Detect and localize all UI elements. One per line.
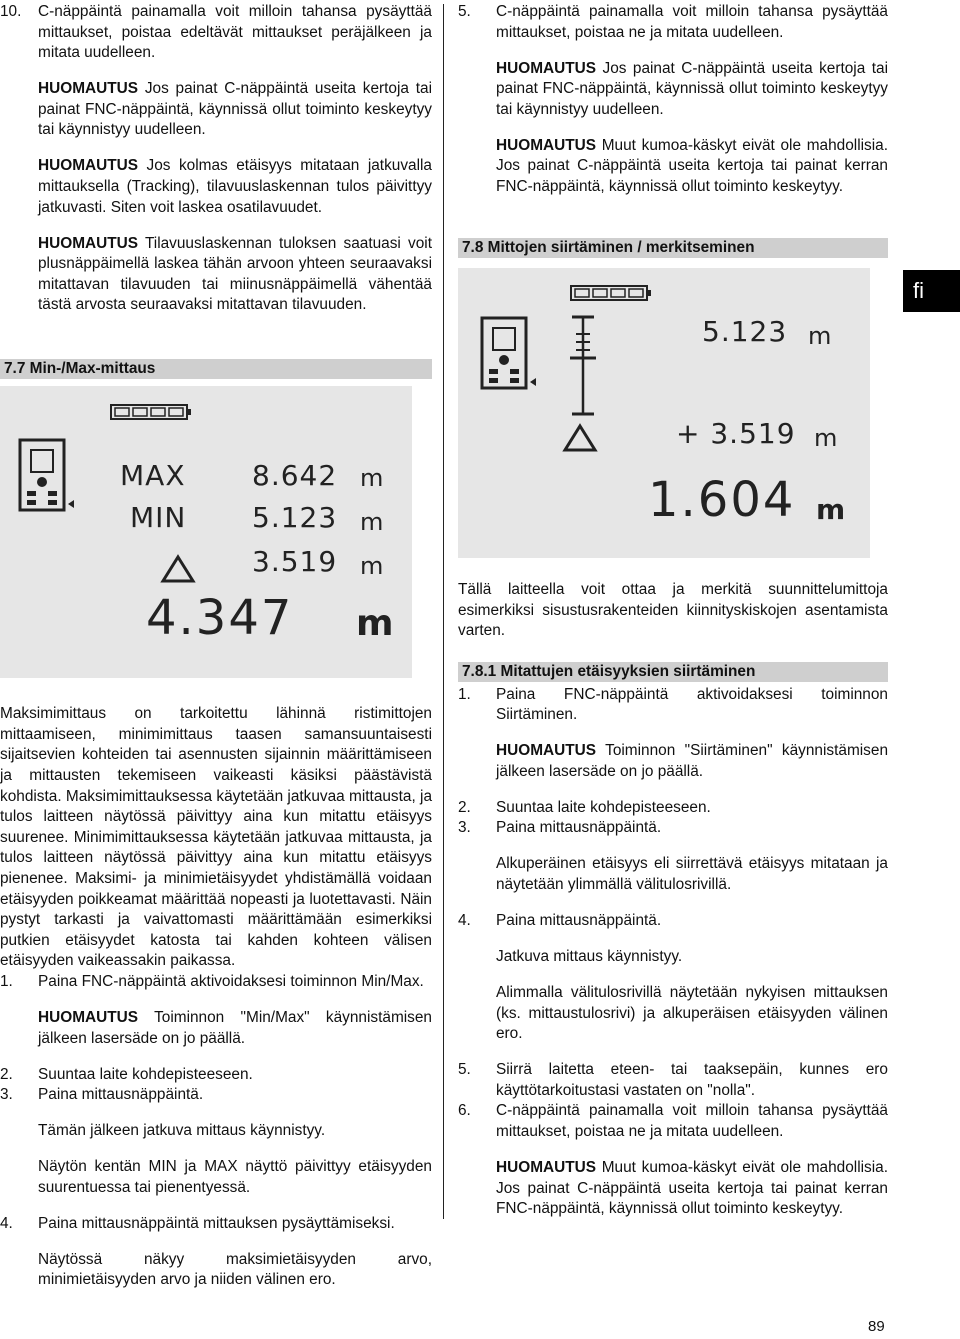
- note-label: HUOMAUTUS: [38, 1008, 139, 1026]
- item-number: 10.: [0, 3, 22, 20]
- item-number: 5.: [458, 3, 471, 20]
- delta-icon: [562, 423, 598, 453]
- note: [38, 234, 432, 316]
- item-text: Paina FNC-näppäintä aktivoidaksesi toiminnon Siirtäminen.: [496, 685, 888, 724]
- item-text: Paina mittausnäppäintä.: [496, 819, 662, 837]
- device-icon: [480, 316, 540, 392]
- list-item: [0, 972, 432, 993]
- note: [496, 59, 888, 121]
- item-text: C-näppäintä painamalla voit milloin tahansa pysäyttää mittaukset, poistaa edeltävät mittaukset peräjälkeen ja mitata uudelleen.: [38, 3, 432, 62]
- note-text: Jos kolmas etäisyys mitataan jatkuvalla mittauksella (Tracking), tilavuuslaskennan tulos päivittyy jatkuvasti. Siten voit laskea osatilavuudet.: [38, 157, 432, 216]
- note: [496, 1158, 888, 1220]
- column-divider: [443, 4, 444, 1219]
- top-unit: m: [808, 321, 832, 350]
- note-label: HUOMAUTUS: [496, 59, 597, 77]
- list-item: [458, 798, 888, 819]
- item-number: 3.: [458, 819, 471, 837]
- sub-text: Jatkuva mittaus käynnistyy.: [496, 948, 683, 965]
- note-text: Tilavuuslaskennan tuloksen saatuasi voit plusnäppäimellä laskea tähän arvoon yhteen seuraavaksi mitattavan tilavuuden tai miinusnäppäimellä vähentää tästä arvosta seuraavaksi mitattavan tilavuuden.: [38, 234, 432, 314]
- note-label: HUOMAUTUS: [38, 234, 139, 252]
- result-unit: m: [356, 603, 394, 645]
- item-number: 1.: [458, 685, 471, 703]
- item-text: Paina mittausnäppäintä mittauksen pysäyttämiseksi.: [38, 1214, 395, 1232]
- list-item: [458, 2, 888, 43]
- sub-text: Näytön kentän MIN ja MAX näyttö päivittyy etäisyyden suurentuessa tai pienentyessä.: [38, 1158, 432, 1196]
- result-value: 1.604: [648, 471, 796, 528]
- note-text: Toiminnon "Min/Max" käynnistämisen jälkeen lasersäde on jo päällä.: [38, 1008, 432, 1047]
- list-item: [458, 911, 888, 932]
- sub-text: Alkuperäinen etäisyys eli siirrettävä etäisyys mitataan ja näytetään ylimmällä välitulosrivillä.: [496, 855, 888, 894]
- sub-text: Näytössä näkyy maksimietäisyyden arvo, minimietäisyyden arvo ja niiden välinen ero.: [38, 1250, 432, 1289]
- note-text: Jos painat C-näppäintä useita kertoja tai painat FNC-näppäintä, käynnissä ollut toiminto keskeytyy tai käynnistyy uudelleen.: [38, 80, 432, 139]
- item-number: 2.: [0, 1065, 13, 1083]
- item-text: C-näppäintä painamalla voit milloin tahansa pysäyttää mittaukset, poistaa ne ja mitata uudelleen.: [496, 1102, 888, 1140]
- item-number: 1.: [0, 973, 13, 990]
- list-item: [458, 1060, 888, 1101]
- note-label: HUOMAUTUS: [496, 742, 597, 760]
- note: [38, 1008, 432, 1049]
- note: [38, 79, 432, 141]
- item-number: 4.: [0, 1214, 13, 1232]
- sub-text: Tämän jälkeen jatkuva mittaus käynnistyy.: [38, 1122, 326, 1140]
- note-label: HUOMAUTUS: [496, 136, 597, 154]
- note-text: Toiminnon "Siirtäminen" käynnistämisen jälkeen lasersäde on jo päällä.: [496, 742, 888, 780]
- list-item: [0, 2, 432, 64]
- note-label: HUOMAUTUS: [38, 157, 139, 175]
- note: [38, 156, 432, 218]
- lcd-display-minmax: [0, 386, 412, 678]
- note-text: Jos painat C-näppäintä useita kertoja tai painat FNC-näppäintä, käynnissä ollut toiminto keskeytyy tai käynnistyy uudelleen.: [496, 59, 888, 118]
- paragraph: Tällä laitteella voit ottaa ja merkitä suunnittelumittoja esimerkiksi sisustusrakenteiden kiinnityskiskojen asentamista varten.: [458, 580, 888, 640]
- item-text: Siirrä laitetta eteen- tai taaksepäin, kunnes ero käyttötarkoitustasi vastaten on "nolla".: [496, 1061, 888, 1099]
- delta-unit: m: [814, 423, 838, 452]
- item-text: Paina mittausnäppäintä.: [38, 1086, 204, 1104]
- min-value: 5.123: [252, 501, 338, 535]
- page-number: 89: [868, 1318, 885, 1335]
- max-unit: m: [360, 464, 384, 493]
- note-text: Muut kumoa-käskyt eivät ole mahdollisia. Jos painat C-näppäintä useita kertoja tai painat kerran FNC-näppäintä, käynnissä ollut toiminto keskeytyy.: [496, 136, 888, 195]
- item-text: Suuntaa laite kohdepisteeseen.: [38, 1065, 253, 1083]
- delta-icon: [160, 554, 196, 584]
- battery-icon: [570, 285, 652, 301]
- top-value: 5.123: [702, 314, 788, 348]
- note: [496, 136, 888, 198]
- result-unit: m: [816, 492, 846, 526]
- section-heading: 7.7 Min-/Max-mittaus: [0, 359, 432, 379]
- left-column: [0, 0, 432, 1306]
- right-column: [458, 0, 888, 1235]
- list-item: [0, 1065, 432, 1086]
- delta-unit: m: [360, 552, 384, 581]
- measurement-line-icon: [568, 314, 598, 418]
- sub-text: Alimmalla välitulosrivillä näytetään nykyisen mittauksen (ks. mittaustulosrivi) ja alkuperäisen etäisyyden välinen ero.: [496, 983, 888, 1043]
- list-item: [0, 1085, 432, 1106]
- paragraph: Maksimimittaus on tarkoitettu lähinnä ristimittojen mittaamiseen, minimimittaus taasen samansuuntaisesti sijaitsevien kohteiden tai asennusten sijainnin määrittämiseen ja mittausten tekemiseen vaikeasti käsiksi päästävistä kohdista. Maksimimittauksessa käytetään jatkuvaa mittausta, ja tulos laitteen näytössä päivittyy aina kun mitattu etäisyys suurenee. Minimimittauksessa käytetään jatkuvaa mittausta, ja tulos laitteen näytössä päivittyy aina kun mitattu etäisyys pienenee. Maksimi- ja minimietäisyydet yhdistämällä voidaan etäisyyden poikkeamat määrittää nopeasti ja luotettavasti. Näin pystyt tarkasti ja vaivattomasti määrittämään esimerkiksi putkien etäisyydet katosta tai kahden kohteen välisen etäisyyden vaikeassakin paikassa.: [0, 705, 432, 970]
- item-number: 5.: [458, 1061, 471, 1079]
- note: [496, 741, 888, 782]
- item-number: 4.: [458, 912, 471, 930]
- lcd-display-transfer: [458, 268, 870, 558]
- item-text: Paina FNC-näppäintä aktivoidaksesi toiminnon Min/Max.: [38, 973, 424, 990]
- section-heading: 7.8 Mittojen siirtäminen / merkitseminen: [458, 238, 888, 258]
- list-item: [0, 1214, 432, 1235]
- item-text: Paina mittausnäppäintä.: [496, 912, 662, 930]
- note-label: HUOMAUTUS: [496, 1158, 597, 1176]
- item-text: C-näppäintä painamalla voit milloin tahansa pysäyttää mittaukset, poistaa ne ja mitata uudelleen.: [496, 3, 888, 41]
- min-unit: m: [360, 508, 384, 537]
- result-value: 4.347: [146, 590, 294, 647]
- list-item: [458, 1101, 888, 1142]
- item-number: 2.: [458, 798, 471, 816]
- delta-value: + 3.519: [676, 416, 796, 450]
- min-label: MIN: [130, 501, 187, 535]
- device-icon: [18, 438, 78, 514]
- delta-value: 3.519: [252, 545, 338, 579]
- list-item: [458, 685, 888, 726]
- item-text: Suuntaa laite kohdepisteeseen.: [496, 798, 711, 816]
- note-text: Muut kumoa-käskyt eivät ole mahdollisia. Jos painat C-näppäintä useita kertoja tai painat kerran FNC-näppäintä, käynnissä ollut toiminto keskeytyy.: [496, 1158, 888, 1218]
- note-label: HUOMAUTUS: [38, 80, 139, 98]
- item-number: 6.: [458, 1102, 471, 1120]
- battery-icon: [110, 404, 192, 420]
- item-number: 3.: [0, 1086, 13, 1104]
- list-item: [458, 818, 888, 839]
- max-label: MAX: [120, 459, 186, 493]
- max-value: 8.642: [252, 459, 338, 493]
- subsection-heading: 7.8.1 Mitattujen etäisyyksien siirtäminen: [458, 662, 888, 682]
- language-tab: fi: [903, 270, 960, 312]
